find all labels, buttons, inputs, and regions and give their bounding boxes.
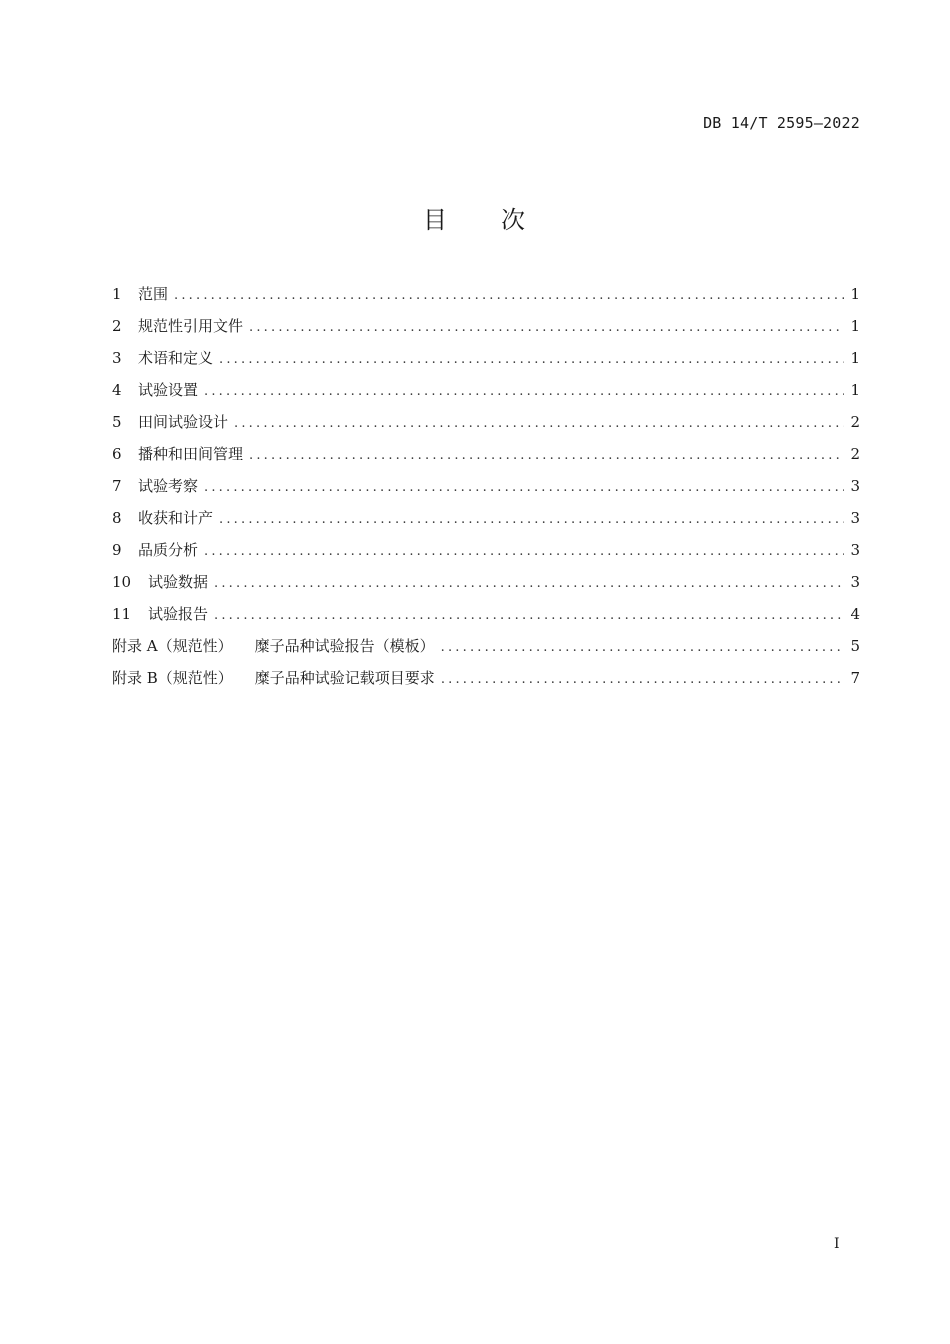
toc-entry-number: 6 <box>112 445 122 463</box>
toc-entry-page: 1 <box>850 349 860 367</box>
toc-entry[interactable] <box>112 411 860 443</box>
toc-entry-page: 2 <box>850 413 860 431</box>
toc-leader-dots <box>219 512 844 527</box>
toc-entry-number: 10 <box>112 573 132 591</box>
toc-entry[interactable] <box>112 283 860 315</box>
toc-entry-page: 3 <box>850 477 860 495</box>
toc-appendix-entry[interactable] <box>112 667 860 699</box>
toc-entry-page: 3 <box>850 541 860 559</box>
toc-entry-page: 1 <box>850 381 860 399</box>
toc-entry-page: 1 <box>850 285 860 303</box>
toc-entry-number: 3 <box>112 349 122 367</box>
toc-appendix-page: 7 <box>850 669 860 687</box>
toc-entry-label: 术语和定义 <box>138 349 214 367</box>
toc-title <box>0 200 950 235</box>
toc-entry[interactable] <box>112 539 860 571</box>
toc-leader-dots <box>204 384 844 399</box>
toc-entry-label: 规范性引用文件 <box>138 317 244 335</box>
toc-entry-label: 试验数据 <box>148 573 209 591</box>
toc-leader-dots <box>214 576 844 591</box>
toc-entry[interactable] <box>112 379 860 411</box>
toc-title-char-2: 次 <box>501 206 527 234</box>
toc-entry-number: 8 <box>112 509 122 527</box>
toc-entry[interactable] <box>112 571 860 603</box>
toc-entry-number: 5 <box>112 413 122 431</box>
toc-leader-dots <box>219 352 844 367</box>
toc-entry-number: 9 <box>112 541 122 559</box>
page-number: I <box>834 1236 840 1252</box>
toc-entry[interactable] <box>112 443 860 475</box>
toc-entry-label: 播种和田间管理 <box>138 445 244 463</box>
toc-list <box>112 283 860 699</box>
toc-entry[interactable] <box>112 603 860 635</box>
toc-entry-number: 11 <box>112 605 132 623</box>
toc-entry-page: 1 <box>850 317 860 335</box>
toc-entry-label: 试验考察 <box>138 477 199 495</box>
toc-appendix-tag: 附录 A（规范性） <box>112 637 233 655</box>
toc-entry-number: 4 <box>112 381 122 399</box>
toc-title-char-1: 目 <box>423 206 449 234</box>
toc-entry-label: 范围 <box>138 285 169 303</box>
toc-entry[interactable] <box>112 475 860 507</box>
toc-entry[interactable] <box>112 507 860 539</box>
toc-leader-dots <box>204 544 844 559</box>
toc-entry-page: 4 <box>850 605 860 623</box>
toc-leader-dots <box>214 608 844 623</box>
toc-appendix-tag: 附录 B（规范性） <box>112 669 233 687</box>
toc-leader-dots <box>249 448 844 463</box>
toc-appendix-label: 糜子品种试验报告（模板） <box>254 637 435 655</box>
toc-entry-page: 2 <box>850 445 860 463</box>
toc-leader-dots <box>441 672 845 687</box>
toc-entry-label: 品质分析 <box>138 541 199 559</box>
toc-entry-label: 田间试验设计 <box>138 413 229 431</box>
toc-entry-label: 收获和计产 <box>138 509 214 527</box>
toc-appendix-entry[interactable] <box>112 635 860 667</box>
toc-leader-dots <box>234 416 844 431</box>
toc-leader-dots <box>204 480 844 495</box>
toc-appendix-page: 5 <box>850 637 860 655</box>
toc-entry-number: 1 <box>112 285 122 303</box>
toc-entry[interactable] <box>112 347 860 379</box>
toc-entry-number: 7 <box>112 477 122 495</box>
toc-entry-label: 试验设置 <box>138 381 199 399</box>
toc-entry-page: 3 <box>850 573 860 591</box>
toc-entry-label: 试验报告 <box>148 605 209 623</box>
toc-leader-dots <box>441 640 845 655</box>
standard-code: DB 14/T 2595—2022 <box>703 114 860 132</box>
toc-entry-page: 3 <box>850 509 860 527</box>
toc-leader-dots <box>174 288 844 303</box>
toc-entry-number: 2 <box>112 317 122 335</box>
toc-leader-dots <box>249 320 844 335</box>
toc-appendix-label: 糜子品种试验记载项目要求 <box>254 669 435 687</box>
toc-entry[interactable] <box>112 315 860 347</box>
